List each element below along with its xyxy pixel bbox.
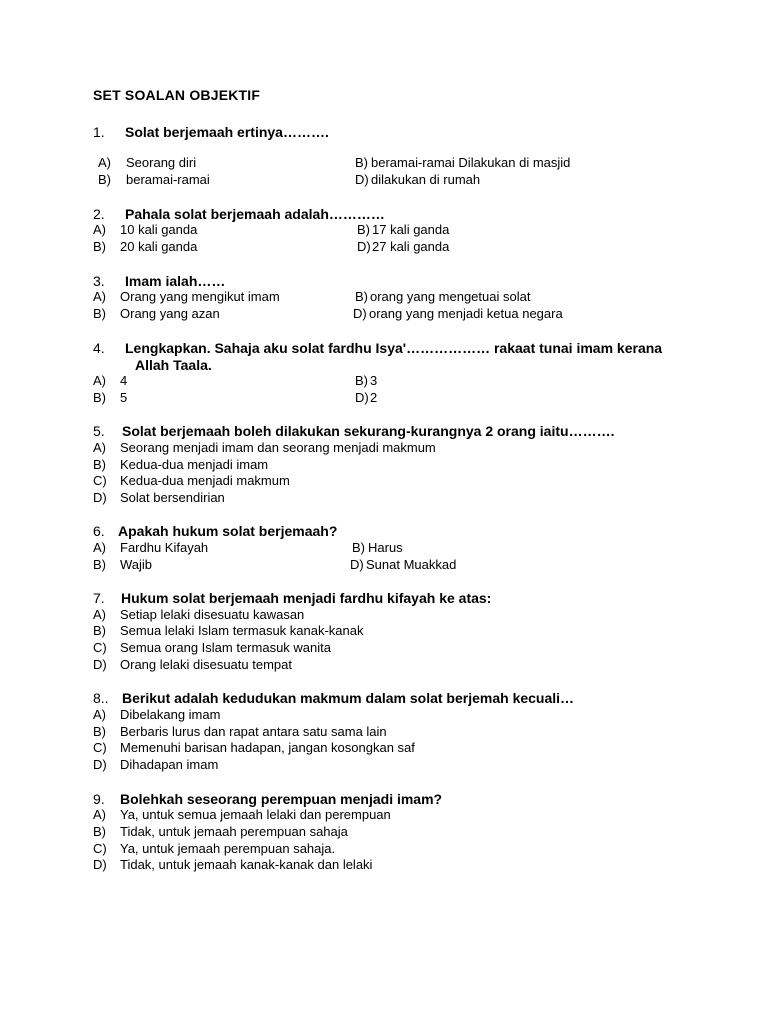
question-number: 4. (93, 340, 105, 356)
option-letter: A) (98, 155, 111, 170)
question-number: 3. (93, 273, 105, 289)
option-letter: A) (93, 289, 106, 304)
option-text: beramai-ramai (126, 172, 210, 187)
option-text: Semua lelaki Islam termasuk kanak-kanak (120, 623, 364, 638)
option-letter: D) (353, 306, 367, 321)
option-text: Fardhu Kifayah (120, 540, 209, 555)
question-number: 7. (93, 590, 105, 606)
option-letter: B) (355, 289, 368, 304)
page-title: SET SOALAN OBJEKTIF (93, 87, 261, 103)
option-text: dilakukan di rumah (371, 172, 481, 187)
option-letter: C) (93, 841, 107, 856)
question-number: 5. (93, 423, 105, 439)
option-text: Tidak, untuk jemaah perempuan sahaja (120, 824, 348, 839)
option-letter: A) (93, 807, 106, 822)
option-text: 10 kali ganda (120, 222, 198, 237)
option-letter: D) (93, 657, 107, 672)
question-text: Solat berjemaah ertinya………. (125, 124, 329, 140)
question-number: 6. (93, 523, 105, 539)
option-text: Berbaris lurus dan rapat antara satu sama lain (120, 724, 387, 739)
option-letter: A) (93, 440, 106, 455)
option-letter: D) (355, 390, 369, 405)
option-letter: B) (357, 222, 370, 237)
option-text: 27 kali ganda (372, 239, 450, 254)
option-text: Setiap lelaki disesuatu kawasan (120, 607, 305, 622)
option-letter: B) (93, 306, 106, 321)
question-number: 8.. (93, 690, 109, 706)
option-text: 2 (370, 390, 378, 405)
option-text: orang yang menjadi ketua negara (369, 306, 563, 321)
option-text: Tidak, untuk jemaah kanak-kanak dan lelaki (120, 857, 373, 872)
option-text: Kedua-dua menjadi makmum (120, 473, 290, 488)
question-text: Apakah hukum solat berjemaah? (118, 523, 338, 539)
option-letter: D) (355, 172, 369, 187)
option-letter: C) (93, 473, 107, 488)
option-letter: B) (93, 557, 106, 572)
option-text: Sunat Muakkad (366, 557, 457, 572)
option-text: Semua orang Islam termasuk wanita (120, 640, 331, 655)
option-text: Solat bersendirian (120, 490, 225, 505)
option-letter: A) (93, 373, 106, 388)
option-letter: B) (93, 724, 106, 739)
option-text: Harus (368, 540, 403, 555)
option-text: Dibelakang imam (120, 707, 221, 722)
option-letter: B) (93, 390, 106, 405)
option-letter: D) (357, 239, 371, 254)
option-text: Wajib (120, 557, 153, 572)
option-text: beramai-ramai Dilakukan di masjid (371, 155, 571, 170)
question-text: Lengkapkan. Sahaja aku solat fardhu Isya'……………… rakaat tunai imam kerana (125, 340, 663, 356)
option-text: 5 (120, 390, 128, 405)
option-text: Memenuhi barisan hadapan, jangan kosongkan saf (120, 740, 415, 755)
option-text: 4 (120, 373, 128, 388)
option-letter: C) (93, 740, 107, 755)
option-letter: B) (93, 457, 106, 472)
option-letter: B) (93, 824, 106, 839)
option-text: Orang yang azan (120, 306, 220, 321)
question-text: Berikut adalah kedudukan makmum dalam solat berjemah kecuali… (122, 690, 575, 706)
option-text: Seorang menjadi imam dan seorang menjadi makmum (120, 440, 436, 455)
option-text: 17 kali ganda (372, 222, 450, 237)
option-letter: B) (93, 623, 106, 638)
option-text: Dihadapan imam (120, 757, 219, 772)
question-text: Hukum solat berjemaah menjadi fardhu kifayah ke atas: (121, 590, 492, 606)
option-text: Seorang diri (126, 155, 197, 170)
option-letter: A) (93, 607, 106, 622)
option-letter: B) (93, 239, 106, 254)
question-number: 2. (93, 206, 105, 222)
option-text: Ya, untuk jemaah perempuan sahaja. (120, 841, 336, 856)
option-text: Kedua-dua menjadi imam (120, 457, 269, 472)
question-text-continued: Allah Taala. (135, 357, 212, 373)
question-number: 1. (93, 124, 105, 140)
option-letter: D) (93, 857, 107, 872)
option-text: Orang yang mengikut imam (120, 289, 280, 304)
option-letter: B) (355, 155, 368, 170)
option-letter: B) (352, 540, 365, 555)
option-text: 20 kali ganda (120, 239, 198, 254)
question-number: 9. (93, 791, 105, 807)
option-text: 3 (370, 373, 378, 388)
option-letter: D) (93, 757, 107, 772)
option-letter: A) (93, 540, 106, 555)
option-letter: A) (93, 707, 106, 722)
option-letter: A) (93, 222, 106, 237)
question-text: Imam ialah…… (125, 273, 226, 289)
option-letter: D) (350, 557, 364, 572)
option-letter: B) (98, 172, 111, 187)
option-text: Ya, untuk semua jemaah lelaki dan perempuan (120, 807, 391, 822)
option-letter: C) (93, 640, 107, 655)
option-letter: B) (355, 373, 368, 388)
option-text: orang yang mengetuai solat (370, 289, 531, 304)
question-text: Solat berjemaah boleh dilakukan sekurang-kurangnya 2 orang iaitu………. (122, 423, 615, 439)
question-text: Pahala solat berjemaah adalah………… (125, 206, 385, 222)
option-letter: D) (93, 490, 107, 505)
option-text: Orang lelaki disesuatu tempat (120, 657, 292, 672)
question-text: Bolehkah seseorang perempuan menjadi imam? (120, 791, 443, 807)
